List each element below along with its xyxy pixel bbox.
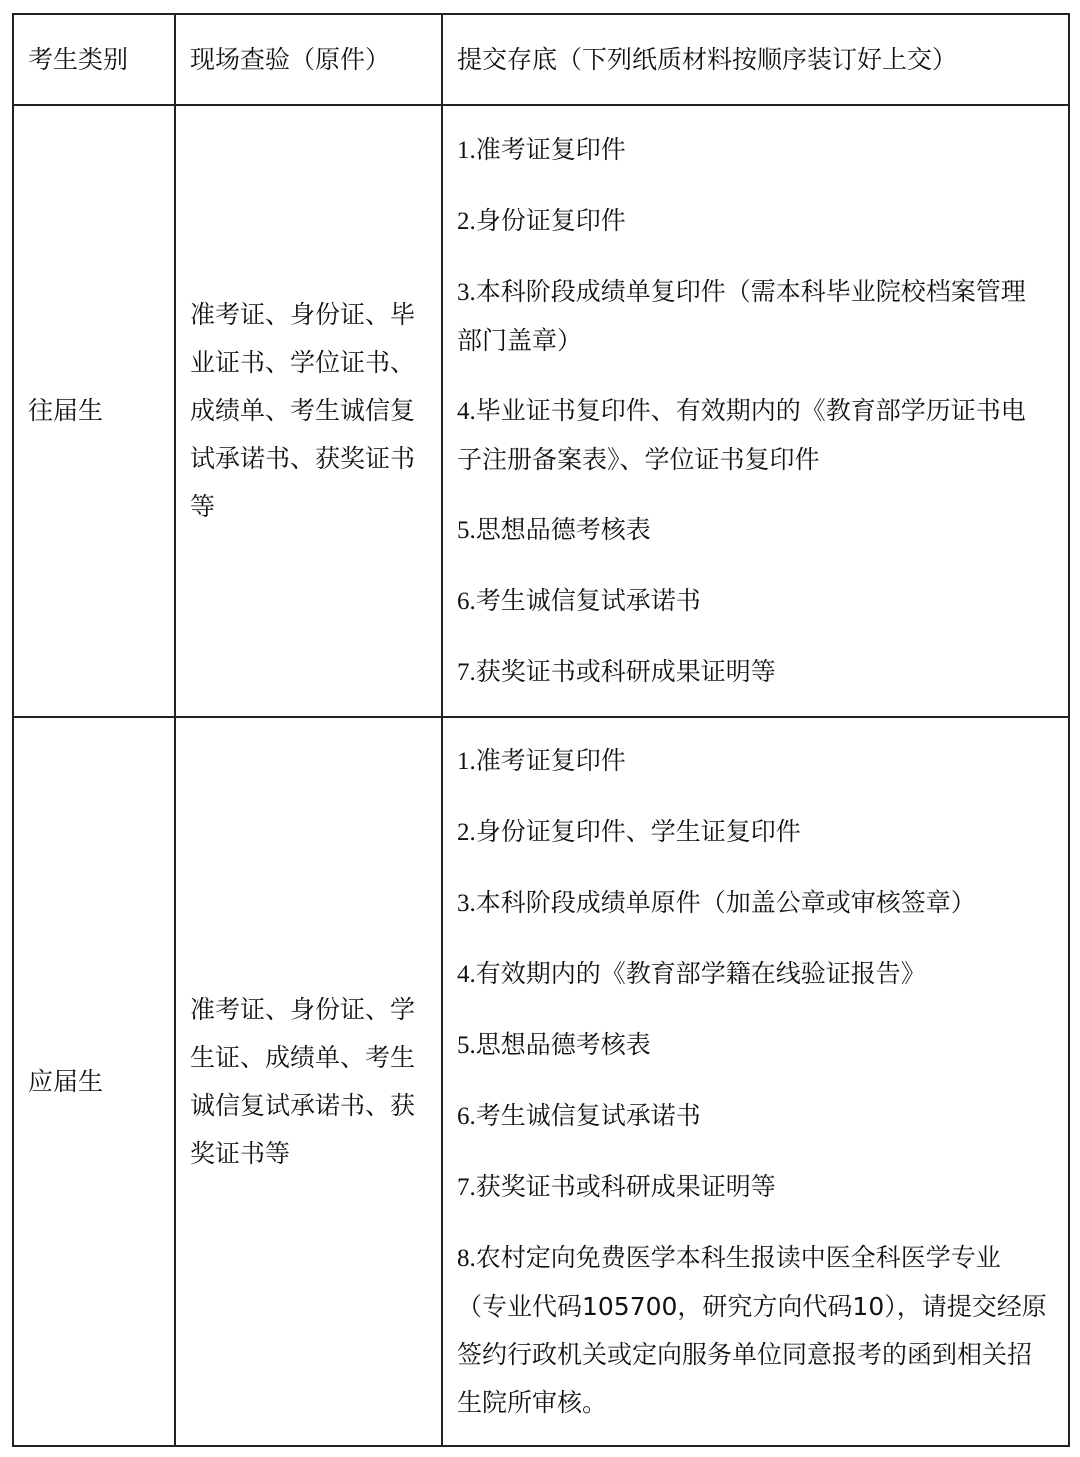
item-number: 2. [457,207,476,235]
list-item [457,268,1048,365]
header-row [13,14,1069,105]
list-item [457,1234,1048,1427]
item-text: 农村定向免费医学本科生报读中医全科医学专业（专业代码105700，研究方向代码10），请提交经原签约行政机关或定向服务单位同意报考的函到相关招生院所审核。 [457,1242,1047,1417]
item-number: 5. [457,516,476,544]
list-item [457,1092,1048,1141]
item-text: 获奖证书或科研成果证明等 [475,656,776,686]
item-number: 1. [457,747,476,775]
item-number: 7. [457,1173,476,1201]
category-cell: 应届生 [13,717,175,1446]
item-text: 思想品德考核表 [475,1029,651,1059]
item-number: 8. [457,1244,476,1272]
item-text: 身份证复印件 [475,205,626,235]
materials-table [12,13,1070,1447]
list-item [457,950,1048,999]
item-text: 获奖证书或科研成果证明等 [475,1171,776,1201]
list-item [457,648,1048,697]
item-number: 5. [457,1031,476,1059]
list-item [457,879,1048,928]
item-text: 本科阶段成绩单复印件（需本科毕业院校档案管理部门盖章） [457,276,1026,355]
category-cell: 往届生 [13,105,175,717]
list-item [457,808,1048,857]
onsite-check-cell: 准考证、身份证、毕业证书、学位证书、成绩单、考生诚信复试承诺书、获奖证书等 [175,105,442,717]
item-number: 6. [457,1102,476,1130]
item-number: 4. [457,960,476,988]
list-item [457,126,1048,175]
item-number: 6. [457,587,476,615]
list-item [457,1021,1048,1070]
list-item [457,577,1048,626]
item-number: 3. [457,278,476,306]
item-text: 准考证复印件 [475,745,626,775]
item-text: 思想品德考核表 [475,514,651,544]
list-item [457,197,1048,246]
item-text: 考生诚信复试承诺书 [475,585,701,615]
item-text: 有效期内的《教育部学籍在线验证报告》 [475,958,926,988]
table-row [13,717,1069,1446]
item-text: 身份证复印件、学生证复印件 [475,816,801,846]
item-number: 3. [457,889,476,917]
list-item [457,737,1048,786]
onsite-check-cell: 准考证、身份证、学生证、成绩单、考生诚信复试承诺书、获奖证书等 [175,717,442,1446]
list-item [457,1163,1048,1212]
header-submit: 提交存底（下列纸质材料按顺序装订好上交） [442,14,1069,105]
item-number: 7. [457,658,476,686]
header-category: 考生类别 [13,14,175,105]
list-item [457,387,1048,484]
item-number: 1. [457,136,476,164]
item-text: 毕业证书复印件、有效期内的《教育部学历证书电子注册备案表》、学位证书复印件 [457,395,1026,474]
item-number: 2. [457,818,476,846]
item-text: 本科阶段成绩单原件（加盖公章或审核签章） [475,887,976,917]
item-text: 考生诚信复试承诺书 [475,1100,701,1130]
table-row [13,105,1069,717]
item-text: 准考证复印件 [475,134,626,164]
item-number: 4. [457,397,476,425]
list-item [457,506,1048,555]
submit-cell [442,105,1069,717]
submit-cell [442,717,1069,1446]
header-onsite-check: 现场查验（原件） [175,14,442,105]
